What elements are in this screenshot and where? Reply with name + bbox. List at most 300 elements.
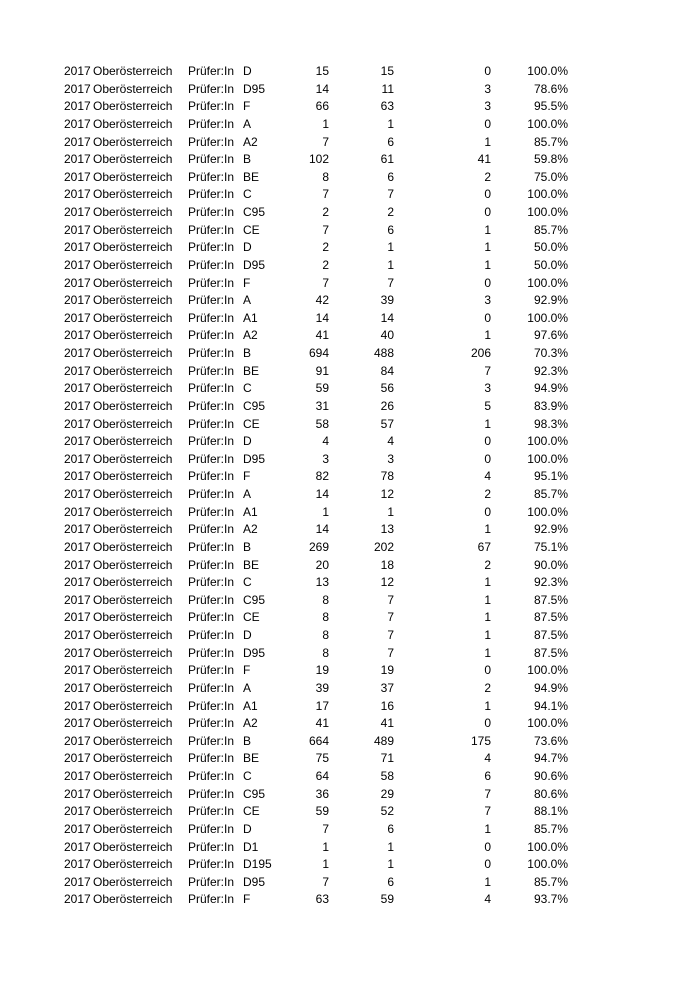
license-class-cell: D195 bbox=[243, 857, 272, 872]
pass-rate-cell: 85.7% bbox=[533, 222, 568, 237]
license-class-cell: D bbox=[243, 240, 252, 255]
pass-rate-cell: 100.0% bbox=[527, 451, 568, 466]
year-cell: 2017 bbox=[64, 222, 91, 237]
region-cell: Oberösterreich bbox=[93, 363, 173, 378]
year-cell: 2017 bbox=[64, 187, 91, 202]
year-cell: 2017 bbox=[64, 275, 91, 290]
region-cell: Oberösterreich bbox=[93, 205, 173, 219]
year-cell: 2017 bbox=[64, 487, 91, 501]
pass-rate-cell: 100.0% bbox=[527, 839, 568, 854]
region-cell: Oberösterreich bbox=[93, 451, 173, 466]
failed-count-cell: 0 bbox=[484, 187, 491, 202]
total-count-cell: 36 bbox=[315, 786, 329, 801]
year-cell: 2017 bbox=[64, 733, 91, 748]
table-row bbox=[0, 310, 700, 328]
total-count-cell: 7 bbox=[322, 222, 329, 237]
passed-count-cell: 1 bbox=[387, 839, 394, 854]
table-row bbox=[0, 592, 700, 610]
region-cell: Oberösterreich bbox=[93, 64, 173, 78]
examiner-cell: Prüfer:In bbox=[188, 786, 235, 801]
region-cell: Oberösterreich bbox=[93, 804, 173, 819]
region-cell: Oberösterreich bbox=[93, 575, 173, 590]
failed-count-cell: 67 bbox=[477, 539, 491, 554]
region-cell: Oberösterreich bbox=[93, 821, 173, 836]
examiner-cell: Prüfer:In bbox=[188, 539, 235, 554]
passed-count-cell: 41 bbox=[380, 716, 394, 731]
pass-rate-cell: 87.5% bbox=[533, 645, 568, 660]
year-cell: 2017 bbox=[64, 645, 91, 660]
passed-count-cell: 12 bbox=[380, 575, 394, 590]
region-cell: Oberösterreich bbox=[93, 469, 173, 484]
pass-rate-cell: 80.6% bbox=[533, 786, 568, 801]
year-cell: 2017 bbox=[64, 434, 91, 449]
pass-rate-cell: 100.0% bbox=[527, 857, 568, 872]
examiner-cell: Prüfer:In bbox=[188, 769, 235, 783]
license-class-cell: A2 bbox=[243, 522, 258, 537]
total-count-cell: 82 bbox=[315, 469, 329, 484]
region-cell: Oberösterreich bbox=[93, 839, 173, 854]
failed-count-cell: 1 bbox=[484, 821, 491, 836]
table-row bbox=[0, 239, 700, 257]
examiner-cell: Prüfer:In bbox=[188, 257, 235, 272]
license-class-cell: F bbox=[243, 99, 251, 114]
failed-count-cell: 1 bbox=[484, 645, 491, 660]
failed-count-cell: 1 bbox=[484, 874, 491, 889]
year-cell: 2017 bbox=[64, 64, 91, 78]
examiner-cell: Prüfer:In bbox=[188, 733, 235, 748]
region-cell: Oberösterreich bbox=[93, 892, 173, 907]
table-row bbox=[0, 257, 700, 275]
pass-rate-cell: 100.0% bbox=[527, 504, 568, 519]
examiner-cell: Prüfer:In bbox=[188, 451, 235, 466]
license-class-cell: F bbox=[243, 469, 251, 484]
license-class-cell: A bbox=[243, 487, 252, 501]
passed-count-cell: 488 bbox=[373, 346, 394, 360]
region-cell: Oberösterreich bbox=[93, 169, 173, 184]
examiner-cell: Prüfer:In bbox=[188, 680, 235, 695]
year-cell: 2017 bbox=[64, 451, 91, 466]
license-class-cell: A bbox=[243, 116, 252, 131]
region-cell: Oberösterreich bbox=[93, 504, 173, 519]
examiner-cell: Prüfer:In bbox=[188, 328, 235, 343]
region-cell: Oberösterreich bbox=[93, 328, 173, 343]
region-cell: Oberösterreich bbox=[93, 522, 173, 537]
failed-count-cell: 1 bbox=[484, 610, 491, 625]
total-count-cell: 269 bbox=[308, 539, 329, 554]
examiner-cell: Prüfer:In bbox=[188, 416, 235, 431]
table-row bbox=[0, 504, 700, 522]
license-class-cell: A bbox=[243, 680, 252, 695]
region-cell: Oberösterreich bbox=[93, 733, 173, 748]
table-row bbox=[0, 574, 700, 592]
total-count-cell: 3 bbox=[322, 451, 329, 466]
total-count-cell: 102 bbox=[308, 152, 329, 167]
table-row bbox=[0, 891, 700, 909]
year-cell: 2017 bbox=[64, 310, 91, 325]
data-table bbox=[0, 63, 700, 909]
total-count-cell: 59 bbox=[315, 381, 329, 396]
total-count-cell: 2 bbox=[322, 240, 329, 255]
passed-count-cell: 202 bbox=[373, 539, 394, 554]
passed-count-cell: 26 bbox=[380, 398, 394, 413]
region-cell: Oberösterreich bbox=[93, 240, 173, 255]
region-cell: Oberösterreich bbox=[93, 698, 173, 713]
passed-count-cell: 1 bbox=[387, 857, 394, 872]
total-count-cell: 41 bbox=[315, 716, 329, 731]
year-cell: 2017 bbox=[64, 257, 91, 272]
total-count-cell: 7 bbox=[322, 275, 329, 290]
total-count-cell: 7 bbox=[322, 821, 329, 836]
total-count-cell: 15 bbox=[315, 64, 329, 78]
examiner-cell: Prüfer:In bbox=[188, 187, 235, 202]
pass-rate-cell: 90.6% bbox=[533, 769, 568, 783]
table-row bbox=[0, 327, 700, 345]
license-class-cell: F bbox=[243, 663, 251, 678]
passed-count-cell: 1 bbox=[387, 504, 394, 519]
pass-rate-cell: 92.3% bbox=[533, 575, 568, 590]
license-class-cell: A2 bbox=[243, 134, 258, 149]
passed-count-cell: 7 bbox=[387, 645, 394, 660]
region-cell: Oberösterreich bbox=[93, 257, 173, 272]
passed-count-cell: 6 bbox=[387, 821, 394, 836]
table-row bbox=[0, 116, 700, 134]
examiner-cell: Prüfer:In bbox=[188, 487, 235, 501]
region-cell: Oberösterreich bbox=[93, 769, 173, 783]
examiner-cell: Prüfer:In bbox=[188, 557, 235, 572]
year-cell: 2017 bbox=[64, 892, 91, 907]
failed-count-cell: 3 bbox=[484, 81, 491, 96]
region-cell: Oberösterreich bbox=[93, 557, 173, 572]
examiner-cell: Prüfer:In bbox=[188, 628, 235, 642]
year-cell: 2017 bbox=[64, 398, 91, 413]
region-cell: Oberösterreich bbox=[93, 310, 173, 325]
passed-count-cell: 63 bbox=[380, 99, 394, 114]
year-cell: 2017 bbox=[64, 152, 91, 167]
total-count-cell: 7 bbox=[322, 134, 329, 149]
failed-count-cell: 2 bbox=[484, 680, 491, 695]
table-row bbox=[0, 222, 700, 240]
failed-count-cell: 0 bbox=[484, 434, 491, 449]
examiner-cell: Prüfer:In bbox=[188, 804, 235, 819]
total-count-cell: 8 bbox=[322, 628, 329, 642]
examiner-cell: Prüfer:In bbox=[188, 81, 235, 96]
examiner-cell: Prüfer:In bbox=[188, 575, 235, 590]
year-cell: 2017 bbox=[64, 346, 91, 360]
failed-count-cell: 7 bbox=[484, 804, 491, 819]
table-row bbox=[0, 433, 700, 451]
pass-rate-cell: 85.7% bbox=[533, 487, 568, 501]
year-cell: 2017 bbox=[64, 680, 91, 695]
license-class-cell: A2 bbox=[243, 716, 258, 731]
table-row bbox=[0, 874, 700, 892]
pass-rate-cell: 100.0% bbox=[527, 716, 568, 731]
license-class-cell: A1 bbox=[243, 504, 258, 519]
region-cell: Oberösterreich bbox=[93, 398, 173, 413]
failed-count-cell: 0 bbox=[484, 205, 491, 219]
region-cell: Oberösterreich bbox=[93, 346, 173, 360]
region-cell: Oberösterreich bbox=[93, 663, 173, 678]
pass-rate-cell: 87.5% bbox=[533, 628, 568, 642]
pass-rate-cell: 94.1% bbox=[533, 698, 568, 713]
year-cell: 2017 bbox=[64, 504, 91, 519]
failed-count-cell: 0 bbox=[484, 857, 491, 872]
license-class-cell: D95 bbox=[243, 81, 266, 96]
license-class-cell: BE bbox=[243, 363, 260, 378]
table-row bbox=[0, 204, 700, 222]
license-class-cell: C95 bbox=[243, 592, 266, 607]
examiner-cell: Prüfer:In bbox=[188, 398, 235, 413]
pass-rate-cell: 100.0% bbox=[527, 434, 568, 449]
table-row bbox=[0, 715, 700, 733]
total-count-cell: 42 bbox=[315, 293, 329, 308]
table-row bbox=[0, 416, 700, 434]
table-row bbox=[0, 345, 700, 363]
failed-count-cell: 7 bbox=[484, 363, 491, 378]
license-class-cell: F bbox=[243, 275, 251, 290]
license-class-cell: B bbox=[243, 733, 252, 748]
examiner-cell: Prüfer:In bbox=[188, 522, 235, 537]
passed-count-cell: 1 bbox=[387, 257, 394, 272]
table-row bbox=[0, 803, 700, 821]
year-cell: 2017 bbox=[64, 469, 91, 484]
passed-count-cell: 1 bbox=[387, 116, 394, 131]
examiner-cell: Prüfer:In bbox=[188, 363, 235, 378]
table-row bbox=[0, 609, 700, 627]
region-cell: Oberösterreich bbox=[93, 99, 173, 114]
passed-count-cell: 14 bbox=[380, 310, 394, 325]
passed-count-cell: 6 bbox=[387, 134, 394, 149]
pass-rate-cell: 87.5% bbox=[533, 610, 568, 625]
table-row bbox=[0, 292, 700, 310]
total-count-cell: 39 bbox=[315, 680, 329, 695]
failed-count-cell: 0 bbox=[484, 716, 491, 731]
passed-count-cell: 6 bbox=[387, 874, 394, 889]
year-cell: 2017 bbox=[64, 240, 91, 255]
region-cell: Oberösterreich bbox=[93, 293, 173, 308]
total-count-cell: 1 bbox=[322, 504, 329, 519]
table-row bbox=[0, 680, 700, 698]
table-row bbox=[0, 98, 700, 116]
total-count-cell: 4 bbox=[322, 434, 329, 449]
failed-count-cell: 0 bbox=[484, 663, 491, 678]
year-cell: 2017 bbox=[64, 874, 91, 889]
license-class-cell: C95 bbox=[243, 398, 266, 413]
region-cell: Oberösterreich bbox=[93, 116, 173, 131]
license-class-cell: D95 bbox=[243, 645, 266, 660]
total-count-cell: 1 bbox=[322, 116, 329, 131]
total-count-cell: 1 bbox=[322, 839, 329, 854]
region-cell: Oberösterreich bbox=[93, 81, 173, 96]
total-count-cell: 2 bbox=[322, 205, 329, 219]
passed-count-cell: 7 bbox=[387, 275, 394, 290]
examiner-cell: Prüfer:In bbox=[188, 663, 235, 678]
license-class-cell: C95 bbox=[243, 786, 266, 801]
year-cell: 2017 bbox=[64, 610, 91, 625]
pass-rate-cell: 95.5% bbox=[533, 99, 568, 114]
table-row bbox=[0, 81, 700, 99]
year-cell: 2017 bbox=[64, 522, 91, 537]
passed-count-cell: 3 bbox=[387, 451, 394, 466]
pass-rate-cell: 100.0% bbox=[527, 116, 568, 131]
license-class-cell: D bbox=[243, 64, 252, 78]
table-row bbox=[0, 151, 700, 169]
failed-count-cell: 1 bbox=[484, 416, 491, 431]
pass-rate-cell: 100.0% bbox=[527, 64, 568, 78]
year-cell: 2017 bbox=[64, 804, 91, 819]
region-cell: Oberösterreich bbox=[93, 275, 173, 290]
failed-count-cell: 4 bbox=[484, 469, 491, 484]
region-cell: Oberösterreich bbox=[93, 381, 173, 396]
table-row bbox=[0, 398, 700, 416]
region-cell: Oberösterreich bbox=[93, 416, 173, 431]
region-cell: Oberösterreich bbox=[93, 680, 173, 695]
table-row bbox=[0, 698, 700, 716]
total-count-cell: 13 bbox=[315, 575, 329, 590]
pass-rate-cell: 92.3% bbox=[533, 363, 568, 378]
passed-count-cell: 7 bbox=[387, 592, 394, 607]
examiner-cell: Prüfer:In bbox=[188, 504, 235, 519]
license-class-cell: B bbox=[243, 539, 252, 554]
table-row bbox=[0, 451, 700, 469]
passed-count-cell: 4 bbox=[387, 434, 394, 449]
examiner-cell: Prüfer:In bbox=[188, 751, 235, 766]
failed-count-cell: 2 bbox=[484, 557, 491, 572]
examiner-cell: Prüfer:In bbox=[188, 275, 235, 290]
total-count-cell: 14 bbox=[315, 310, 329, 325]
table-row bbox=[0, 839, 700, 857]
year-cell: 2017 bbox=[64, 663, 91, 678]
total-count-cell: 8 bbox=[322, 645, 329, 660]
region-cell: Oberösterreich bbox=[93, 786, 173, 801]
license-class-cell: A1 bbox=[243, 698, 258, 713]
pass-rate-cell: 95.1% bbox=[533, 469, 568, 484]
total-count-cell: 694 bbox=[308, 346, 329, 360]
total-count-cell: 8 bbox=[322, 169, 329, 184]
examiner-cell: Prüfer:In bbox=[188, 240, 235, 255]
total-count-cell: 7 bbox=[322, 187, 329, 202]
failed-count-cell: 41 bbox=[477, 152, 491, 167]
license-class-cell: F bbox=[243, 892, 251, 907]
total-count-cell: 59 bbox=[315, 804, 329, 819]
year-cell: 2017 bbox=[64, 81, 91, 96]
table-row bbox=[0, 380, 700, 398]
pass-rate-cell: 73.6% bbox=[533, 733, 568, 748]
passed-count-cell: 2 bbox=[387, 205, 394, 219]
failed-count-cell: 5 bbox=[484, 398, 491, 413]
failed-count-cell: 2 bbox=[484, 169, 491, 184]
pass-rate-cell: 85.7% bbox=[533, 821, 568, 836]
year-cell: 2017 bbox=[64, 539, 91, 554]
license-class-cell: D bbox=[243, 628, 252, 642]
passed-count-cell: 13 bbox=[380, 522, 394, 537]
pass-rate-cell: 85.7% bbox=[533, 874, 568, 889]
table-row bbox=[0, 768, 700, 786]
failed-count-cell: 2 bbox=[484, 487, 491, 501]
table-row bbox=[0, 275, 700, 293]
year-cell: 2017 bbox=[64, 575, 91, 590]
year-cell: 2017 bbox=[64, 628, 91, 642]
passed-count-cell: 12 bbox=[380, 487, 394, 501]
year-cell: 2017 bbox=[64, 416, 91, 431]
failed-count-cell: 0 bbox=[484, 451, 491, 466]
passed-count-cell: 58 bbox=[380, 769, 394, 783]
total-count-cell: 8 bbox=[322, 610, 329, 625]
table-row bbox=[0, 186, 700, 204]
year-cell: 2017 bbox=[64, 557, 91, 572]
passed-count-cell: 56 bbox=[380, 381, 394, 396]
passed-count-cell: 16 bbox=[380, 698, 394, 713]
failed-count-cell: 0 bbox=[484, 839, 491, 854]
license-class-cell: D95 bbox=[243, 874, 266, 889]
license-class-cell: C bbox=[243, 575, 252, 590]
total-count-cell: 14 bbox=[315, 522, 329, 537]
passed-count-cell: 11 bbox=[381, 81, 394, 96]
license-class-cell: C bbox=[243, 769, 252, 783]
examiner-cell: Prüfer:In bbox=[188, 610, 235, 625]
failed-count-cell: 1 bbox=[484, 592, 491, 607]
pass-rate-cell: 59.8% bbox=[533, 152, 568, 167]
examiner-cell: Prüfer:In bbox=[188, 434, 235, 449]
license-class-cell: CE bbox=[243, 804, 260, 819]
passed-count-cell: 59 bbox=[380, 892, 394, 907]
table-row bbox=[0, 63, 700, 81]
total-count-cell: 75 bbox=[315, 751, 329, 766]
examiner-cell: Prüfer:In bbox=[188, 716, 235, 731]
passed-count-cell: 78 bbox=[380, 469, 394, 484]
total-count-cell: 14 bbox=[315, 487, 329, 501]
table-row bbox=[0, 539, 700, 557]
examiner-cell: Prüfer:In bbox=[188, 134, 235, 149]
year-cell: 2017 bbox=[64, 716, 91, 731]
year-cell: 2017 bbox=[64, 328, 91, 343]
table-row bbox=[0, 134, 700, 152]
failed-count-cell: 1 bbox=[484, 240, 491, 255]
examiner-cell: Prüfer:In bbox=[188, 645, 235, 660]
region-cell: Oberösterreich bbox=[93, 857, 173, 872]
passed-count-cell: 52 bbox=[380, 804, 394, 819]
pass-rate-cell: 87.5% bbox=[533, 592, 568, 607]
failed-count-cell: 4 bbox=[484, 892, 491, 907]
passed-count-cell: 1 bbox=[387, 240, 394, 255]
failed-count-cell: 1 bbox=[484, 698, 491, 713]
region-cell: Oberösterreich bbox=[93, 645, 173, 660]
total-count-cell: 63 bbox=[315, 892, 329, 907]
total-count-cell: 8 bbox=[322, 592, 329, 607]
year-cell: 2017 bbox=[64, 381, 91, 396]
examiner-cell: Prüfer:In bbox=[188, 857, 235, 872]
pass-rate-cell: 50.0% bbox=[533, 257, 568, 272]
failed-count-cell: 1 bbox=[484, 222, 491, 237]
pass-rate-cell: 75.0% bbox=[533, 169, 568, 184]
table-row bbox=[0, 169, 700, 187]
examiner-cell: Prüfer:In bbox=[188, 592, 235, 607]
year-cell: 2017 bbox=[64, 839, 91, 854]
region-cell: Oberösterreich bbox=[93, 134, 173, 149]
year-cell: 2017 bbox=[64, 786, 91, 801]
failed-count-cell: 1 bbox=[484, 134, 491, 149]
total-count-cell: 17 bbox=[315, 698, 329, 713]
examiner-cell: Prüfer:In bbox=[188, 469, 235, 484]
total-count-cell: 64 bbox=[315, 769, 329, 783]
examiner-cell: Prüfer:In bbox=[188, 99, 235, 114]
license-class-cell: B bbox=[243, 152, 252, 167]
year-cell: 2017 bbox=[64, 363, 91, 378]
total-count-cell: 31 bbox=[315, 398, 329, 413]
pass-rate-cell: 100.0% bbox=[527, 275, 568, 290]
license-class-cell: B bbox=[243, 346, 252, 360]
total-count-cell: 20 bbox=[315, 557, 329, 572]
pass-rate-cell: 50.0% bbox=[533, 240, 568, 255]
